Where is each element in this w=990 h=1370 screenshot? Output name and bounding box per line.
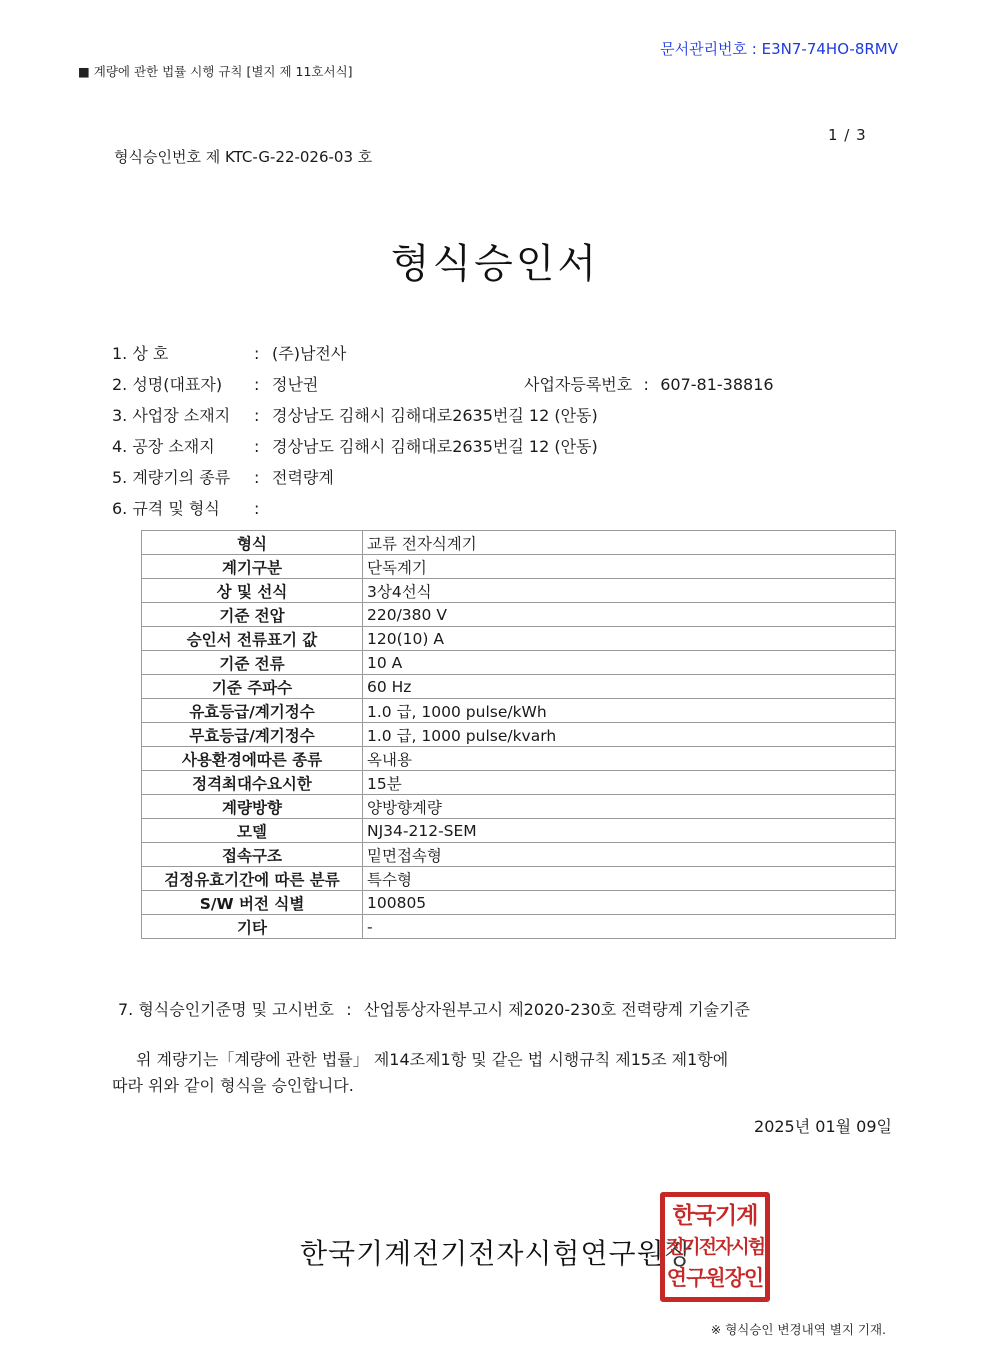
spec-value-cell: NJ34-212-SEM (363, 819, 896, 843)
table-row (142, 555, 896, 579)
spec-key-cell: 기준 전류 (142, 651, 363, 675)
spec-value-cell: 밑면접속형 (363, 843, 896, 867)
table-row (142, 579, 896, 603)
spec-value-cell: 특수형 (363, 867, 896, 891)
spec-value-cell: 양방향계량 (363, 795, 896, 819)
field-colon: : (346, 1000, 352, 1019)
spec-value-cell: 1.0 급, 1000 pulse/kWh (363, 699, 896, 723)
table-row (142, 603, 896, 627)
spec-value-cell: 단독계기 (363, 555, 896, 579)
field-colon: : (254, 437, 260, 456)
form-reference: ■ 계량에 관한 법률 시행 규칙 [별지 제 11호서식] (78, 64, 353, 79)
field-company-name (112, 342, 346, 366)
seal-line: 전기전자시험 (665, 1235, 765, 1258)
table-row (142, 531, 896, 555)
spec-key-cell: 무효등급/계기정수 (142, 723, 363, 747)
document-title: 형식승인서 (390, 241, 600, 287)
spec-table-body (142, 531, 896, 939)
approval-standard (118, 997, 750, 1020)
table-row (142, 819, 896, 843)
field-value: 전력량계 (272, 468, 334, 487)
field-colon: : (254, 344, 260, 363)
field-label: 5. 계량기의 종류 (112, 468, 231, 487)
spec-key-cell: 정격최대수요시한 (142, 771, 363, 795)
issuer-name: 한국기계전기전자시험연구원장 (300, 1237, 693, 1270)
field-label: 1. 상 호 (112, 344, 169, 363)
field-value: 경상남도 김해시 김해대로2635번길 12 (안동) (272, 437, 598, 456)
spec-value-cell: 3상4선식 (363, 579, 896, 603)
field-value: 정난권 (272, 375, 319, 394)
footer-note: ※ 형식승인 변경내역 별지 기재. (710, 1322, 886, 1337)
spec-key-cell: 계량방향 (142, 795, 363, 819)
field-label: 2. 성명(대표자) (112, 375, 223, 394)
spec-value-cell: 10 A (363, 651, 896, 675)
business-registration-label: 사업자등록번호 (524, 375, 633, 394)
field-business-address (112, 404, 598, 428)
spec-key-cell: 상 및 선식 (142, 579, 363, 603)
spec-key-cell: 검정유효기간에 따른 분류 (142, 867, 363, 891)
field-representative (112, 373, 774, 397)
spec-key-cell: 모델 (142, 819, 363, 843)
approval-statement-line-2: 따라 위와 같이 형식을 승인합니다. (112, 1076, 354, 1095)
spec-value-cell: 교류 전자식계기 (363, 531, 896, 555)
approval-number: 형식승인번호 제 KTC-G-22-026-03 호 (114, 148, 373, 166)
official-seal-stamp (660, 1192, 770, 1302)
spec-key-cell: 형식 (142, 531, 363, 555)
spec-key-cell: 기타 (142, 915, 363, 939)
spec-key-cell: 사용환경에따른 종류 (142, 747, 363, 771)
spec-value-cell: 100805 (363, 891, 896, 915)
spec-key-cell: S/W 버전 식별 (142, 891, 363, 915)
field-value: (주)남전사 (272, 344, 347, 363)
table-row (142, 627, 896, 651)
table-row (142, 891, 896, 915)
approval-statement-line-1: 위 계량기는「계량에 관한 법률」 제14조제1항 및 같은 법 시행규칙 제15조 제1항에 (136, 1050, 729, 1069)
field-colon: : (254, 406, 260, 425)
spec-value-cell: 옥내용 (363, 747, 896, 771)
business-registration (524, 373, 774, 397)
field-label: 4. 공장 소재지 (112, 437, 215, 456)
field-label: 3. 사업장 소재지 (112, 406, 231, 425)
field-spec-and-type (112, 497, 272, 521)
seal-line: 연구원장인 (666, 1265, 764, 1290)
approval-standard-label: 7. 형식승인기준명 및 고시번호 (118, 1000, 334, 1019)
table-row (142, 699, 896, 723)
spec-value-cell: 15분 (363, 771, 896, 795)
field-factory-address (112, 435, 598, 459)
table-row (142, 795, 896, 819)
field-colon: : (254, 375, 260, 394)
spec-key-cell: 기준 전압 (142, 603, 363, 627)
field-colon: : (254, 499, 260, 518)
field-value: 경상남도 김해시 김해대로2635번길 12 (안동) (272, 406, 598, 425)
table-row (142, 915, 896, 939)
spec-value-cell: 120(10) A (363, 627, 896, 651)
table-row (142, 843, 896, 867)
spec-key-cell: 계기구분 (142, 555, 363, 579)
seal-line: 한국기계 (672, 1202, 758, 1229)
approval-standard-value: 산업통상자원부고시 제2020-230호 전력량계 기술기준 (364, 1000, 750, 1019)
issue-date: 2025년 01월 09일 (754, 1117, 892, 1136)
table-row (142, 747, 896, 771)
table-row (142, 723, 896, 747)
spec-key-cell: 접속구조 (142, 843, 363, 867)
spec-key-cell: 기준 주파수 (142, 675, 363, 699)
field-meter-type (112, 466, 334, 490)
spec-key-cell: 승인서 전류표기 값 (142, 627, 363, 651)
table-row (142, 675, 896, 699)
field-label: 6. 규격 및 형식 (112, 499, 220, 518)
spec-key-cell: 유효등급/계기정수 (142, 699, 363, 723)
spec-table (141, 530, 896, 939)
spec-value-cell: 220/380 V (363, 603, 896, 627)
table-row (142, 771, 896, 795)
document-management-number: 문서관리번호 : E3N7-74HO-8RMV (660, 40, 898, 58)
business-registration-number: 607-81-38816 (660, 375, 774, 394)
spec-value-cell: 1.0 급, 1000 pulse/kvarh (363, 723, 896, 747)
table-row (142, 867, 896, 891)
spec-value-cell: 60 Hz (363, 675, 896, 699)
page-number: 1 / 3 (828, 126, 867, 144)
field-colon: : (254, 468, 260, 487)
spec-value-cell: - (363, 915, 896, 939)
table-row (142, 651, 896, 675)
field-colon: : (643, 375, 649, 394)
